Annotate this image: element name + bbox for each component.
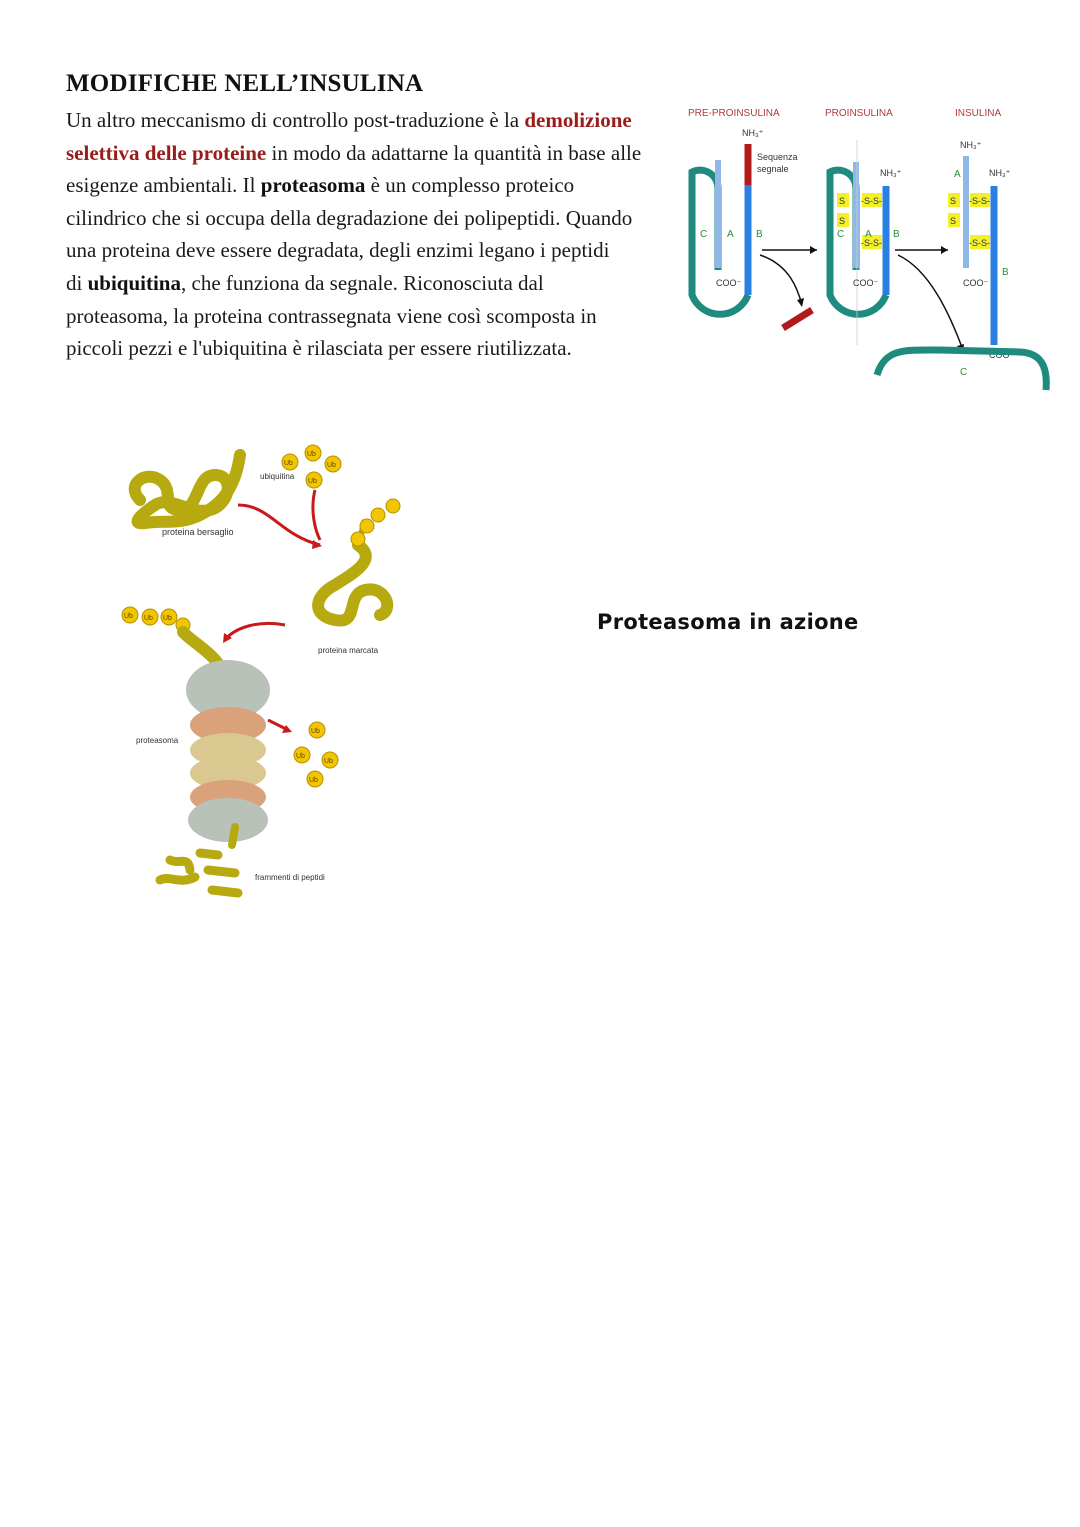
ub-label: Ub — [307, 451, 316, 458]
c-peptide-letter: C — [960, 367, 968, 378]
disulfide-bond-label: -S-S- — [969, 238, 990, 248]
arrow-to-marked-protein — [238, 505, 320, 545]
ub-label: Ub — [309, 777, 318, 784]
ub-label: Ub — [284, 460, 293, 467]
proteasome-complex — [186, 660, 270, 842]
chain-b-letter: B — [756, 229, 763, 240]
arrow-head — [312, 540, 322, 549]
sulfur-label: S — [950, 216, 957, 226]
arrow-to-signal-removed — [760, 255, 802, 305]
diagram-caption: Proteasoma in azione — [597, 610, 859, 634]
preproinsulin-molecule — [692, 128, 798, 314]
highlight-term: demolizione — [524, 108, 632, 132]
sulfur-label: S — [839, 196, 846, 206]
stage-label-insulina: INSULINA — [955, 108, 1002, 119]
insulin-maturation-diagram — [680, 100, 1060, 395]
ubiquitin-ball — [371, 508, 385, 522]
coo-label: COO⁻ — [989, 350, 1015, 360]
disulfide-bond-label: -S-S- — [969, 196, 990, 206]
sulfur-label: S — [950, 196, 957, 206]
paragraph-line-6 — [66, 267, 666, 300]
chain-a-letter: A — [727, 229, 734, 240]
ub-label: Ub — [163, 615, 172, 622]
ubiquitin-ball — [386, 499, 400, 513]
free-ubiquitin-cluster — [260, 445, 341, 488]
marked-protein — [318, 545, 387, 621]
coo-label: COO⁻ — [853, 278, 879, 288]
disulfide-bond-label: -S-S- — [861, 196, 882, 206]
arrow-head — [941, 246, 948, 254]
ub-label: Ub — [144, 615, 153, 622]
bold-term: proteasoma — [260, 173, 366, 198]
peptide-fragment — [208, 870, 235, 873]
arrow-head — [797, 298, 804, 307]
ub-label: Ub — [124, 613, 133, 620]
sulfur-label: S — [839, 216, 846, 226]
chain-a-letter: A — [954, 169, 961, 180]
nh3-label: NH₃⁺ — [742, 128, 764, 138]
text-run: , che funziona da segnale. Riconosciuta dal — [181, 270, 544, 295]
chain-b-letter: B — [1002, 267, 1009, 278]
chain-b-letter: B — [893, 229, 900, 240]
text-run: di — [66, 270, 88, 295]
ub-label: Ub — [324, 758, 333, 765]
proteasome-cap-bottom — [188, 798, 268, 842]
target-protein-label: proteina bersaglio — [162, 527, 234, 537]
bold-term: ubiquitina — [87, 270, 181, 295]
paragraph-line-8: piccoli pezzi e l'ubiquitina è rilasciata per essere riutilizzata. — [66, 336, 572, 361]
ubiquitin-ball — [351, 532, 365, 546]
ub-label: Ub — [327, 462, 336, 469]
chain-c-letter: C — [700, 229, 708, 240]
nh3-label: NH₃⁺ — [989, 168, 1011, 178]
text-run: esigenze ambientali. Il — [66, 173, 261, 198]
peptide-fragment — [200, 853, 218, 855]
exiting-peptide — [232, 827, 235, 845]
coo-label: COO⁻ — [716, 278, 742, 288]
proteasome-label: proteasoma — [136, 736, 179, 745]
nh3-label: NH₃⁺ — [880, 168, 902, 178]
ub-label: Ub — [308, 478, 317, 485]
sequenza-label: Sequenza — [757, 152, 798, 162]
peptide-fragment — [170, 860, 190, 870]
body-paragraph — [66, 104, 666, 365]
ub-label: Ub — [296, 753, 305, 760]
released-ubiquitin — [294, 722, 338, 787]
coo-label: COO⁻ — [963, 278, 989, 288]
ubiquitin-label: ubiquitina — [260, 472, 295, 481]
text-run: in modo da adattarne la quantità in base alle — [266, 140, 642, 165]
peptide-fragment — [160, 877, 195, 880]
paragraph-line-4: cilindrico che si occupa della degradazione dei polipeptidi. Quando — [66, 205, 633, 230]
peptide-fragment — [212, 890, 238, 893]
text-run: è un complesso proteico — [365, 173, 575, 198]
highlight-term: selettiva delle proteine — [66, 140, 267, 165]
proteasome-diagram — [110, 435, 440, 910]
page-title: MODIFICHE NELL’INSULINA — [66, 70, 424, 97]
proinsulin-molecule — [830, 140, 902, 345]
paragraph-line-1 — [66, 104, 666, 137]
peptide-fragments — [160, 853, 238, 893]
paragraph-line-2 — [66, 137, 666, 170]
chain-c-letter: C — [837, 229, 845, 240]
arrow-ubiquitin-attach — [313, 490, 320, 540]
target-protein — [135, 455, 240, 523]
paragraph-line-3 — [66, 169, 666, 202]
arrow-to-c-peptide — [898, 255, 963, 350]
cleaved-signal-peptide — [783, 310, 812, 328]
segnale-label: segnale — [757, 164, 789, 174]
arrow-to-proteasome — [225, 623, 285, 640]
disulfide-bond-label: -S-S- — [861, 238, 882, 248]
insulin-molecule — [948, 140, 1015, 360]
text-run: Un altro meccanismo di controllo post-traduzione è la — [66, 108, 525, 132]
attached-ubiquitin-chain — [351, 499, 400, 546]
paragraph-line-5: una proteina deve essere degradata, degli enzimi legano i peptidi — [66, 238, 610, 263]
ub-label: Ub — [311, 728, 320, 735]
chain-a-letter: A — [865, 229, 872, 240]
stage-label-preproinsulina: PRE-PROINSULINA — [688, 108, 780, 119]
paragraph-line-7: proteasoma, la proteina contrassegnata viene così scomposta in — [66, 303, 597, 328]
stage-label-proinsulina: PROINSULINA — [825, 108, 893, 119]
nh3-label: NH₃⁺ — [960, 140, 982, 150]
ubiquitin-ball — [360, 519, 374, 533]
fragments-label: frammenti di peptidi — [255, 873, 325, 882]
arrow-head — [810, 246, 817, 254]
marked-protein-label: proteina marcata — [318, 646, 379, 655]
